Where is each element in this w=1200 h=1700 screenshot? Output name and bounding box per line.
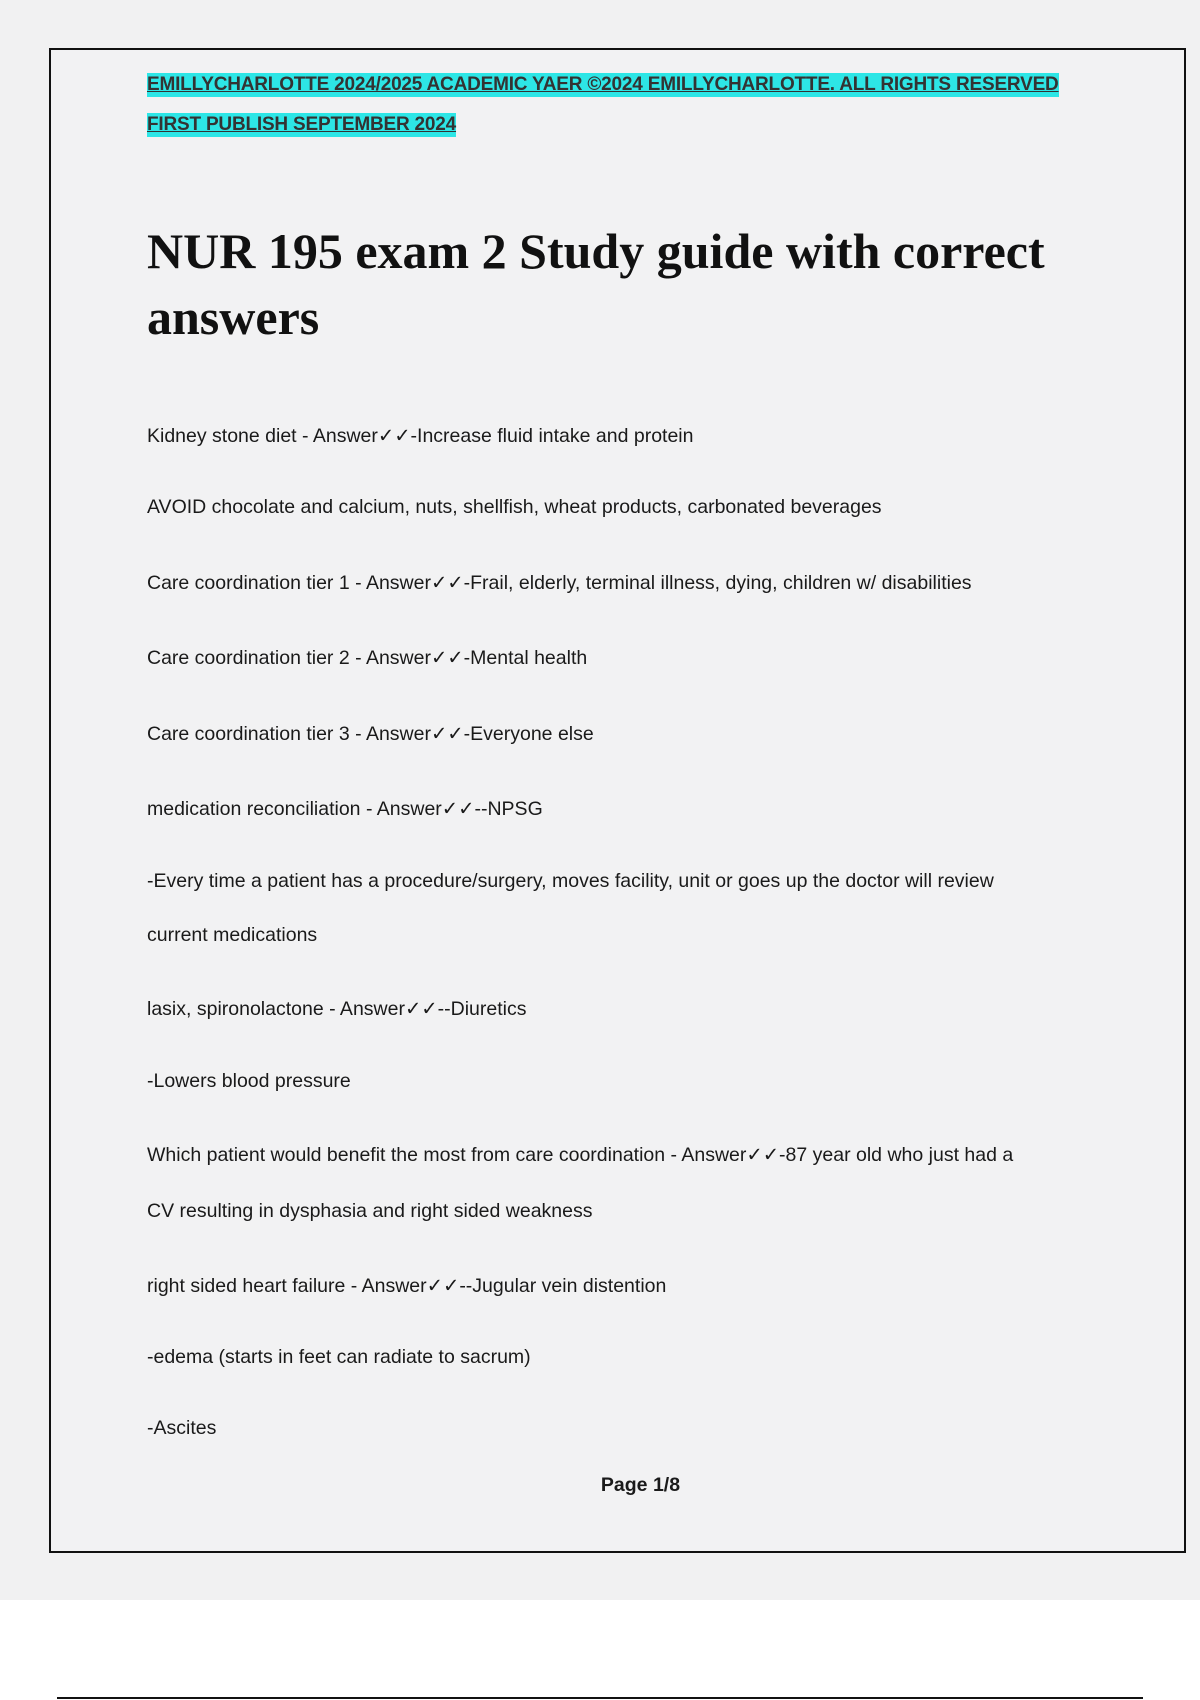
page-number: Page 1/8 [600,1474,681,1496]
study-line: -Every time a patient has a procedure/surgery, moves facility, unit or goes up the doctor will review [147,870,994,892]
study-line: medication reconciliation - Answer✓✓--NPSG [147,798,543,820]
page-title: NUR 195 exam 2 Study guide with correct answers [147,223,1045,345]
study-line: AVOID chocolate and calcium, nuts, shellfish, wheat products, carbonated beverages [147,496,882,518]
next-page-top-border [57,1697,1143,1699]
copyright-header: EMILLYCHARLOTTE 2024/2025 ACADEMIC YAER ©2024 EMILLYCHARLOTTE. ALL RIGHTS RESERVED [147,74,1059,95]
study-line: current medications [147,924,318,946]
study-line: -edema (starts in feet can radiate to sacrum) [147,1346,531,1368]
study-line: Care coordination tier 3 - Answer✓✓-Everyone else [147,723,594,745]
study-line: Kidney stone diet - Answer✓✓-Increase fluid intake and protein [147,425,694,447]
publish-date-header: FIRST PUBLISH SEPTEMBER 2024 [147,114,457,135]
document-page [49,48,1186,1553]
study-line: Care coordination tier 1 - Answer✓✓-Frail, elderly, terminal illness, dying, children w/ disabilities [147,572,972,594]
study-line: Care coordination tier 2 - Answer✓✓-Mental health [147,647,588,669]
study-line: -Lowers blood pressure [147,1070,351,1092]
study-line: CV resulting in dysphasia and right sided weakness [147,1200,593,1222]
study-line: -Ascites [147,1417,217,1439]
study-line: lasix, spironolactone - Answer✓✓--Diuretics [147,998,527,1020]
study-line: right sided heart failure - Answer✓✓--Jugular vein distention [147,1275,667,1297]
study-line: Which patient would benefit the most from care coordination - Answer✓✓-87 year old who just had a [147,1144,1014,1166]
